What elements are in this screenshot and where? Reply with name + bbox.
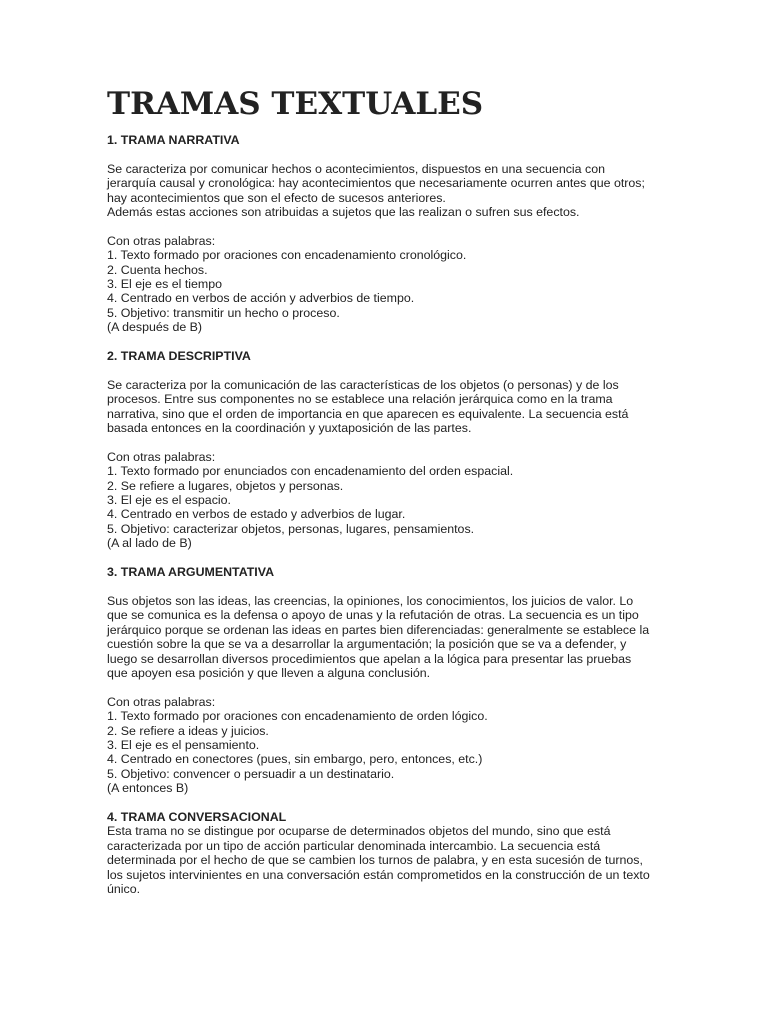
section-heading: 3. TRAMA ARGUMENTATIVA <box>107 565 275 580</box>
section-trama-argumentativa <box>107 565 662 810</box>
paragraph-line: único. <box>107 881 141 896</box>
list-item: 2. Se refiere a lugares, objetos y personas. <box>107 478 344 493</box>
list-item: 2. Se refiere a ideas y juicios. <box>107 723 269 738</box>
list-item: (A entonces B) <box>107 781 189 796</box>
list-item: 3. El eje es el pensamiento. <box>107 737 260 752</box>
list-item: 3. El eje es el espacio. <box>107 493 231 508</box>
list-item: 4. Centrado en verbos de acción y adverbios de tiempo. <box>107 291 415 306</box>
section-paragraph <box>107 594 662 680</box>
paragraph-line: determinada por el hecho de que se cambien los turnos de palabra, y en esta sucesión de turnos, <box>107 853 643 868</box>
characteristics-list <box>107 709 662 795</box>
paragraph-line: procesos. Entre sus componentes no se establece una relación jerárquica como en la trama <box>107 392 613 407</box>
list-item: 1. Texto formado por oraciones con encadenamiento de orden lógico. <box>107 709 488 724</box>
paragraph-line: caracterizada por un tipo de acción particular denominada intercambio. La secuencia está <box>107 838 601 853</box>
list-item: (A después de B) <box>107 320 203 335</box>
section-heading: 2. TRAMA DESCRIPTIVA <box>107 349 251 364</box>
list-item: 1. Texto formado por enunciados con encadenamiento del orden espacial. <box>107 464 514 479</box>
list-item: 1. Texto formado por oraciones con encadenamiento cronológico. <box>107 248 467 263</box>
paragraph-line: luego se desarrollan diversos procedimientos que apelan a la lógica para presentar las pruebas <box>107 651 632 666</box>
section-heading: 1. TRAMA NARRATIVA <box>107 133 240 147</box>
paragraph-line: jerarquía causal y cronológica: hay acontecimientos que necesariamente ocurren antes que otros; <box>107 176 645 191</box>
list-item: (A al lado de B) <box>107 536 192 551</box>
paragraph-line: que apoyen esa posición y que lleven a alguna conclusión. <box>107 665 431 680</box>
paragraph-line: jerárquico porque se ordenan las ideas en partes bien diferenciadas: generalmente se establece la <box>107 622 650 637</box>
paragraph-line: que se comunica es la defensa o apoyo de unas y la refutación de otras. La secuencia es un tipo <box>107 608 639 623</box>
characteristics-list <box>107 248 662 334</box>
section-paragraph <box>107 378 662 436</box>
list-item: 2. Cuenta hechos. <box>107 262 208 277</box>
list-intro: Con otras palabras: <box>107 694 216 709</box>
list-item: 3. El eje es el tiempo <box>107 277 223 292</box>
paragraph-line: Sus objetos son las ideas, las creencias, la opiniones, los conocimientos, los juicios de valor. Lo <box>107 593 634 608</box>
paragraph-line: Esta trama no se distingue por ocuparse de determinados objetos del mundo, sino que está <box>107 824 611 839</box>
section-trama-narrativa <box>107 133 662 349</box>
paragraph-line: cuestión sobre la que se va a desarrollar la argumentación; la posición que se va a defender, y <box>107 637 627 652</box>
list-item: 5. Objetivo: transmitir un hecho o proceso. <box>107 305 340 320</box>
list-item: 5. Objetivo: convencer o persuadir a un destinatario. <box>107 766 395 781</box>
paragraph-line: Se caracteriza por la comunicación de las características de los objetos (o personas) y de los <box>107 377 619 392</box>
document-body <box>107 133 662 896</box>
list-item: 4. Centrado en verbos de estado y adverbios de lugar. <box>107 507 406 522</box>
paragraph-line: los sujetos intervinientes en una conversación están comprometidos en la construcción de un texto <box>107 867 650 882</box>
list-item: 4. Centrado en conectores (pues, sin embargo, pero, entonces, etc.) <box>107 752 483 767</box>
list-intro: Con otras palabras: <box>107 233 216 248</box>
paragraph-line: Se caracteriza por comunicar hechos o acontecimientos, dispuestos en una secuencia con <box>107 161 605 176</box>
section-paragraph <box>107 162 662 220</box>
paragraph-line: hay acontecimientos que son el efecto de sucesos anteriores. <box>107 190 446 205</box>
paragraph-line: Además estas acciones son atribuidas a sujetos que las realizan o sufren sus efectos. <box>107 205 580 220</box>
section-trama-descriptiva <box>107 349 662 565</box>
paragraph-line: basada entonces en la coordinación y yuxtaposición de las partes. <box>107 421 472 436</box>
list-intro: Con otras palabras: <box>107 449 216 464</box>
paragraph-line: narrativa, sino que el orden de importancia en que aparecen es equivalente. La secuencia está <box>107 406 629 421</box>
characteristics-list <box>107 464 662 550</box>
document-title: TRAMAS TEXTUALES <box>107 86 484 122</box>
section-trama-conversacional <box>107 810 662 896</box>
section-heading: 4. TRAMA CONVERSACIONAL <box>107 809 287 824</box>
list-item: 5. Objetivo: caracterizar objetos, personas, lugares, pensamientos. <box>107 521 475 536</box>
section-paragraph <box>107 824 662 896</box>
